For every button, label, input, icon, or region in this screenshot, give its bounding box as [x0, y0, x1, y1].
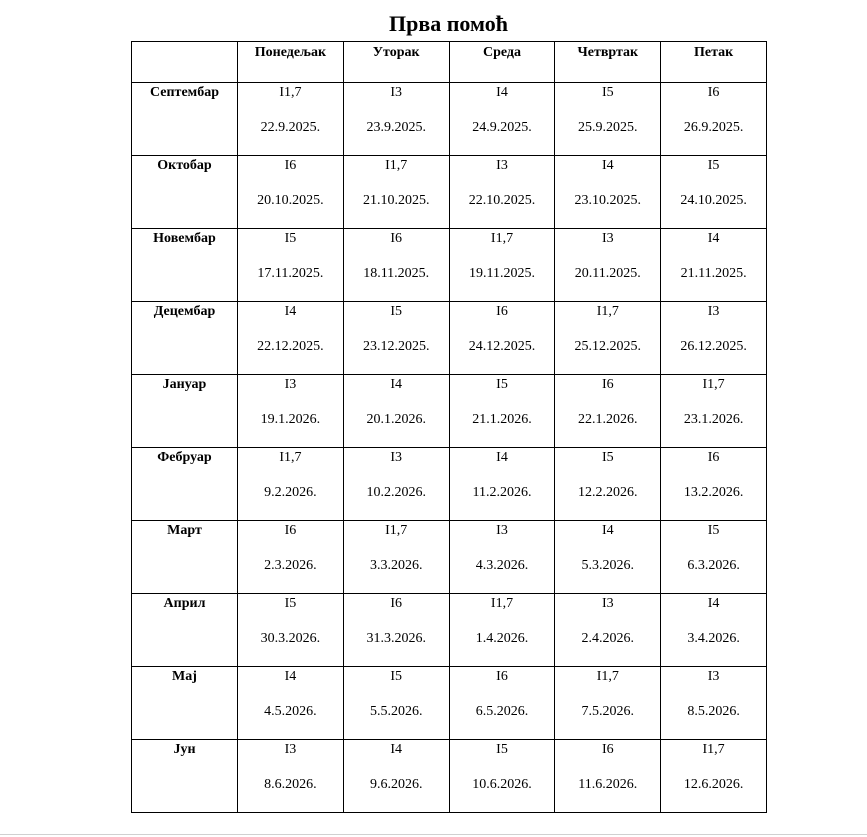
- table-row: [132, 83, 767, 156]
- schedule-cell: [555, 302, 661, 375]
- month-cell: [132, 448, 238, 521]
- schedule-cell: [555, 740, 661, 813]
- date-label: 30.3.2026.: [260, 631, 321, 646]
- date-label: 3.3.2026.: [369, 558, 423, 573]
- class-group-label: I3: [284, 377, 297, 392]
- header-corner-cell: [132, 42, 238, 83]
- month-cell: [132, 667, 238, 740]
- schedule-cell: [343, 448, 449, 521]
- header-day-friday: Петак: [661, 42, 767, 83]
- month-label: Децембар: [153, 304, 216, 319]
- header-day-wednesday: Среда: [449, 42, 555, 83]
- date-label: 4.5.2026.: [264, 704, 317, 719]
- class-group-label: I6: [390, 596, 403, 611]
- schedule-cell: [343, 229, 449, 302]
- month-label: Мај: [172, 669, 197, 684]
- class-group-label: I4: [707, 596, 720, 611]
- date-label: 6.3.2026.: [687, 558, 740, 573]
- class-group-label: I5: [496, 742, 508, 757]
- class-group-label: I6: [496, 304, 508, 319]
- date-label: 24.10.2025.: [680, 193, 747, 208]
- date-label: 11.2.2026.: [472, 485, 532, 500]
- class-group-label: I3: [390, 85, 403, 100]
- class-group-label: I3: [601, 231, 614, 246]
- class-group-label: I4: [496, 450, 508, 465]
- date-label: 22.1.2026.: [578, 412, 638, 427]
- schedule-cell: [343, 302, 449, 375]
- date-label: 20.1.2026.: [366, 412, 426, 427]
- schedule-cell: [238, 594, 344, 667]
- table-body: [132, 83, 767, 813]
- class-group-label: I4: [284, 669, 297, 684]
- month-label: Октобар: [157, 158, 212, 173]
- date-label: 31.3.2026.: [366, 631, 426, 646]
- schedule-cell: [238, 229, 344, 302]
- date-label: 3.4.2026.: [687, 631, 740, 646]
- schedule-cell: [343, 521, 449, 594]
- table-row: [132, 740, 767, 813]
- schedule-cell: [449, 83, 555, 156]
- header-row: [132, 42, 767, 83]
- class-group-label: I6: [390, 231, 403, 246]
- date-label: 8.5.2026.: [687, 704, 740, 719]
- schedule-cell: [449, 667, 555, 740]
- schedule-cell: [661, 521, 767, 594]
- header-day-thursday: Четвртак: [555, 42, 661, 83]
- date-label: 26.12.2025.: [680, 339, 747, 354]
- class-group-label: I1,7: [596, 304, 619, 319]
- class-group-label: I5: [601, 450, 614, 465]
- date-label: 2.3.2026.: [264, 558, 317, 573]
- schedule-cell: [238, 448, 344, 521]
- schedule-cell: [343, 594, 449, 667]
- date-label: 8.6.2026.: [264, 777, 317, 792]
- class-group-label: I4: [390, 377, 403, 392]
- table-row: [132, 375, 767, 448]
- table-row: [132, 156, 767, 229]
- schedule-cell: [449, 740, 555, 813]
- schedule-cell: [343, 667, 449, 740]
- month-cell: [132, 229, 238, 302]
- schedule-cell: [661, 594, 767, 667]
- class-group-label: I1,7: [385, 523, 408, 538]
- table-row: [132, 667, 767, 740]
- schedule-cell: [238, 521, 344, 594]
- month-label: Март: [167, 523, 202, 538]
- date-label: 20.11.2025.: [574, 266, 641, 281]
- date-label: 24.12.2025.: [468, 339, 536, 354]
- class-group-label: I5: [707, 158, 720, 173]
- schedule-cell: [555, 83, 661, 156]
- month-cell: [132, 594, 238, 667]
- class-group-label: I5: [601, 85, 614, 100]
- schedule-cell: [555, 521, 661, 594]
- date-label: 13.2.2026.: [683, 485, 744, 500]
- schedule-cell: [661, 302, 767, 375]
- month-cell: [132, 302, 238, 375]
- schedule-cell: [343, 375, 449, 448]
- month-label: Фебруар: [157, 450, 212, 465]
- schedule-cell: [661, 448, 767, 521]
- class-group-label: I4: [390, 742, 403, 757]
- class-group-label: I5: [284, 596, 297, 611]
- date-label: 25.12.2025.: [574, 339, 642, 354]
- class-group-label: I1,7: [279, 450, 302, 465]
- class-group-label: I1,7: [702, 742, 725, 757]
- class-group-label: I1,7: [596, 669, 619, 684]
- schedule-cell: [343, 740, 449, 813]
- page-title: Прва помоћ: [389, 11, 508, 36]
- date-label: 19.11.2025.: [469, 266, 535, 281]
- month-label: Новембар: [153, 231, 216, 246]
- schedule-cell: [555, 375, 661, 448]
- table-row: [132, 448, 767, 521]
- class-group-label: I3: [707, 304, 720, 319]
- class-group-label: I4: [601, 158, 614, 173]
- date-label: 12.6.2026.: [683, 777, 744, 792]
- month-label: Септембар: [150, 85, 219, 100]
- schedule-cell: [661, 667, 767, 740]
- schedule-cell: [555, 448, 661, 521]
- class-group-label: I6: [496, 669, 508, 684]
- table-header: [132, 42, 767, 83]
- schedule-cell: [661, 156, 767, 229]
- month-cell: [132, 740, 238, 813]
- class-group-label: I5: [390, 669, 403, 684]
- schedule-cell: [238, 83, 344, 156]
- date-label: 11.6.2026.: [578, 777, 638, 792]
- class-group-label: I1,7: [490, 231, 514, 246]
- date-label: 10.6.2026.: [472, 777, 532, 792]
- date-label: 22.10.2025.: [468, 193, 536, 208]
- date-label: 21.11.2025.: [680, 266, 747, 281]
- header-day-monday: Понедељак: [238, 42, 344, 83]
- schedule-cell: [661, 740, 767, 813]
- date-label: 5.5.2026.: [369, 704, 423, 719]
- schedule-cell: [449, 156, 555, 229]
- class-group-label: I6: [284, 158, 297, 173]
- class-group-label: I4: [496, 85, 508, 100]
- date-label: 23.10.2025.: [574, 193, 642, 208]
- date-label: 19.1.2026.: [260, 412, 321, 427]
- date-label: 12.2.2026.: [578, 485, 638, 500]
- class-group-label: I6: [707, 450, 720, 465]
- class-group-label: I3: [601, 596, 614, 611]
- class-group-label: I3: [496, 158, 508, 173]
- date-label: 21.1.2026.: [472, 412, 532, 427]
- schedule-cell: [449, 521, 555, 594]
- date-label: 22.9.2025.: [260, 120, 321, 135]
- class-group-label: I5: [284, 231, 297, 246]
- schedule-cell: [449, 302, 555, 375]
- class-group-label: I6: [707, 85, 720, 100]
- class-group-label: I6: [601, 377, 614, 392]
- table-row: [132, 229, 767, 302]
- table-row: [132, 594, 767, 667]
- class-group-label: I1,7: [702, 377, 725, 392]
- class-group-label: I5: [707, 523, 720, 538]
- date-label: 17.11.2025.: [257, 266, 324, 281]
- date-label: 26.9.2025.: [683, 120, 744, 135]
- schedule-cell: [343, 156, 449, 229]
- date-label: 21.10.2025.: [362, 193, 430, 208]
- date-label: 24.9.2025.: [472, 120, 532, 135]
- header-day-tuesday: Уторак: [343, 42, 449, 83]
- class-group-label: I5: [390, 304, 403, 319]
- schedule-cell: [661, 83, 767, 156]
- schedule-cell: [343, 83, 449, 156]
- schedule-cell: [449, 375, 555, 448]
- date-label: 2.4.2026.: [581, 631, 635, 646]
- date-label: 20.10.2025.: [257, 193, 324, 208]
- month-cell: [132, 375, 238, 448]
- class-group-label: I3: [390, 450, 403, 465]
- class-group-label: I6: [601, 742, 614, 757]
- schedule-cell: [449, 594, 555, 667]
- schedule-cell: [555, 594, 661, 667]
- class-group-label: I1,7: [279, 85, 302, 100]
- schedule-cell: [238, 667, 344, 740]
- class-group-label: I4: [601, 523, 614, 538]
- month-cell: [132, 521, 238, 594]
- schedule-cell: [449, 229, 555, 302]
- schedule-cell: [555, 667, 661, 740]
- table-row: [132, 302, 767, 375]
- schedule-cell: [449, 448, 555, 521]
- date-label: 18.11.2025.: [363, 266, 430, 281]
- class-group-label: I4: [284, 304, 297, 319]
- schedule-table: [131, 41, 767, 813]
- schedule-cell: [661, 229, 767, 302]
- class-group-label: I3: [496, 523, 508, 538]
- date-label: 1.4.2026.: [475, 631, 529, 646]
- date-label: 22.12.2025.: [257, 339, 324, 354]
- date-label: 25.9.2025.: [578, 120, 638, 135]
- date-label: 6.5.2026.: [475, 704, 529, 719]
- schedule-cell: [555, 229, 661, 302]
- month-label: Јун: [173, 742, 196, 757]
- date-label: 9.2.2026.: [264, 485, 317, 500]
- page-divider: [0, 834, 867, 835]
- schedule-cell: [661, 375, 767, 448]
- date-label: 9.6.2026.: [369, 777, 423, 792]
- schedule-cell: [238, 375, 344, 448]
- schedule-cell: [555, 156, 661, 229]
- month-label: Април: [163, 596, 206, 611]
- date-label: 4.3.2026.: [475, 558, 529, 573]
- class-group-label: I3: [284, 742, 297, 757]
- class-group-label: I3: [707, 669, 720, 684]
- month-cell: [132, 156, 238, 229]
- date-label: 23.9.2025.: [366, 120, 426, 135]
- table-row: [132, 521, 767, 594]
- class-group-label: I1,7: [490, 596, 514, 611]
- month-cell: [132, 83, 238, 156]
- class-group-label: I4: [707, 231, 720, 246]
- schedule-cell: [238, 740, 344, 813]
- date-label: 23.12.2025.: [362, 339, 430, 354]
- class-group-label: I6: [284, 523, 297, 538]
- date-label: 7.5.2026.: [581, 704, 635, 719]
- date-label: 10.2.2026.: [366, 485, 426, 500]
- month-label: Јануар: [162, 377, 207, 392]
- class-group-label: I1,7: [385, 158, 408, 173]
- schedule-cell: [238, 156, 344, 229]
- schedule-cell: [238, 302, 344, 375]
- class-group-label: I5: [496, 377, 508, 392]
- date-label: 5.3.2026.: [581, 558, 635, 573]
- date-label: 23.1.2026.: [683, 412, 744, 427]
